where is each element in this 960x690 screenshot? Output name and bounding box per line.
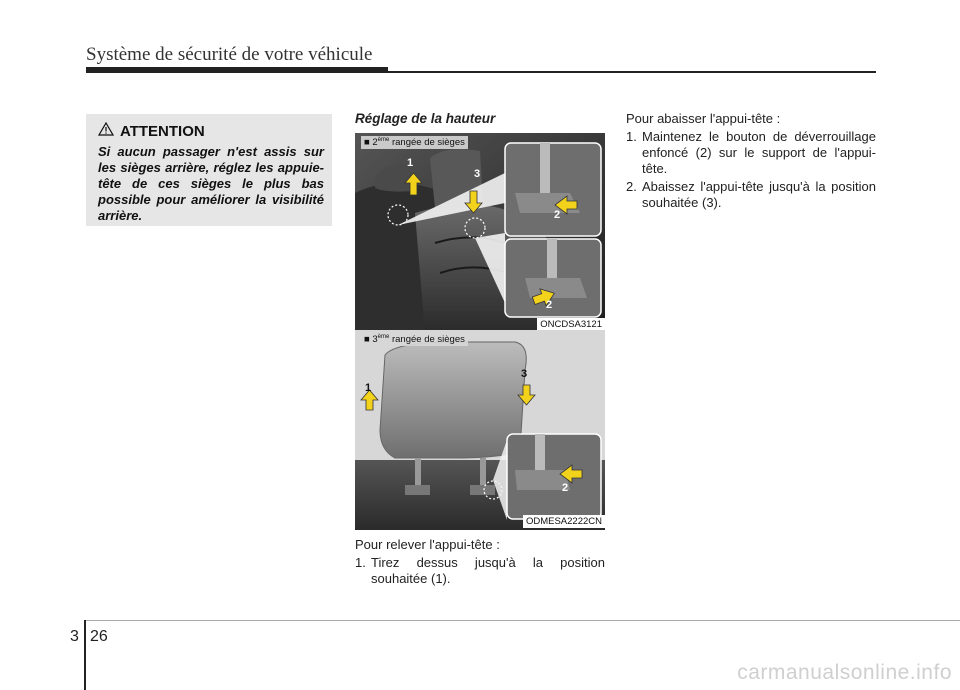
figure1-label: ■ 2ème rangée de sièges [361, 136, 468, 149]
figure1-code: ONCDSA3121 [537, 318, 605, 331]
raise-instructions [355, 537, 605, 587]
lower-step-2: 2. Abaissez l'appui-tête jusqu'à la position souhaitée (3). [626, 179, 876, 210]
lower-step-1: 1. Maintenez le bouton de déverrouillage enfoncé (2) sur le support de l'appui-tête. [626, 129, 876, 176]
attention-box [86, 114, 332, 226]
raise-intro: Pour relever l'appui-tête : [355, 537, 500, 552]
header-rule-thin [86, 71, 876, 73]
figure2-label: ■ 3ème rangée de sièges [361, 333, 468, 346]
footer-rule [84, 620, 960, 621]
figure-second-row-headrest [355, 133, 605, 333]
warning-triangle-icon [98, 122, 114, 141]
page-number: 26 [90, 628, 108, 645]
page-number-divider [84, 620, 86, 690]
second-row-seat-illustration [355, 133, 605, 333]
chapter-number: 3 [70, 628, 79, 645]
third-row-seat-illustration [355, 330, 605, 530]
watermark: carmanualsonline.info [737, 661, 952, 684]
figure1-marker-2a: 2 [554, 209, 561, 221]
figure1-marker-2b: 2 [546, 299, 553, 311]
page-header-title: Système de sécurité de votre véhicule [86, 44, 373, 65]
raise-step-1: 1. Tirez dessus jusqu'à la position souhaitée (1). [355, 555, 605, 586]
figure2-marker-1: 1 [365, 382, 372, 394]
lower-intro: Pour abaisser l'appui-tête : [626, 111, 781, 126]
figure2-marker-2: 2 [562, 482, 569, 494]
figure2-marker-3: 3 [521, 368, 528, 380]
lower-instructions [626, 111, 876, 211]
attention-body: Si aucun passager n'est assis sur les sièges arrière, réglez les appuie-tête de ces sièges le plus bas possible pour améliorer la visibilité arrière. [98, 144, 324, 223]
figure1-marker-1: 1 [407, 157, 414, 169]
attention-title: ATTENTION [120, 123, 205, 140]
figure-third-row-headrest [355, 330, 605, 530]
figure2-code: ODMESA2222CN [523, 515, 605, 528]
figure1-marker-3: 3 [474, 168, 481, 180]
section-title: Réglage de la hauteur [355, 111, 496, 126]
